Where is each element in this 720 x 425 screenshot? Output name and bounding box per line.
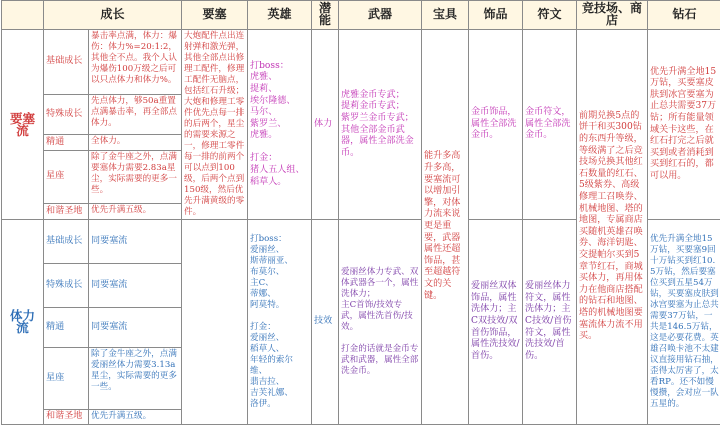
hero-text: 打boss： 爱丽丝、 斯蒂丽亚、 布莫尔、 主C、 蒂娜、 阿莫特。 打金： 爱丽丝、 稻草人、 年轻的索尔维、 翡吉拉、 吉芙礼娜、 洛伊。 [248,220,312,425]
flow-name-stamina: 体力流 [2,220,44,425]
ornament-bottom-text: 爱丽丝双体饰品，属性洗体力；主C双技效/双首伤饰品，属性洗技效/首伤。 [469,220,523,425]
growth-text: 先点体力，够50a重置点满暴击率，再全部点体力。 [89,94,182,134]
ornament-top-text: 金币饰品，属性全部洗金币。 [469,30,523,220]
fortress-empty [182,220,248,425]
header-rune: 符文 [523,1,577,30]
growth-sub-label: 星座 [44,151,89,203]
arena-shop-text: 前期兑换5点的饼干和买300钻的东西升等级，等级满了之后竞技场兑换其他红石数量的红石、5级紫券、高级修理工召唤券、机械地图、塔的地图，专属商店买随机英雄召唤券、海洋钥匙、交提帕尔买到5章节红石，商城买体力，再用体力在他商店搭配的钻石和地图、塔的机械地图要塞流体力流不用买。 [577,30,648,425]
growth-sub-label: 星座 [44,348,89,410]
growth-text: 暴击率点满，体力：爆伤：体力%=20:1:2，其他全不点。我个人认为爆伤100万级之后可以只点体力和体力%。 [89,30,182,95]
flow-name-fortress: 要塞流 [2,30,44,220]
header-treasure: 宝具 [422,1,469,30]
treasure-text: 能升多高升多高，要塞流可以增加引擎，对体力流来说更是重要，武器属性还超饰品，甚至超越符文的关键。 [422,30,469,425]
growth-text: 全体力。 [89,134,182,150]
growth-sub-label: 特殊成长 [44,94,89,134]
growth-sub-label: 精通 [44,308,89,348]
fortress-text: 大炮配件点出连射弹和激光弹，其他全部点出修理工配件，修理工配件无脑点，包括红石升级；大炮和修理工零件优先点每一排的后两个，星尘的需要来源之一，修理工零件每一排的前两个可以点到100级，后两个点到150级，然后优先升满黄级的零件。 [182,30,248,220]
strategy-table [1,0,720,425]
potential-text: 技效 [312,220,339,425]
growth-text: 同要塞流 [89,220,182,264]
weapon-text: 虎雅金币专武； 提莉金币专武； 紫罗兰金币专武； 其他全部金币武器，属性全部洗金币。 [339,30,422,220]
growth-sub-label: 基础成长 [44,220,89,264]
header-flow [2,1,44,30]
growth-text: 除了金牛座之外，点满要塞体力需要2.83a星尘，实际需要的更多一些。 [89,151,182,203]
rune-bottom-text: 爱丽丝体力符文，属性洗体力；主C技效/首伤符文，属性洗技效/首伤。 [523,220,577,425]
header-hero: 英雄 [248,1,312,30]
growth-sub-label: 和谐圣地 [44,410,89,425]
growth-text: 优先升满五级。 [89,203,182,219]
header-weapon: 武器 [339,1,422,30]
header-diamond: 钻石 [648,1,720,30]
growth-text: 优先升满五级。 [89,410,182,425]
rune-top-text: 金币符文，属性全部洗金币。 [523,30,577,220]
growth-sub-label: 精通 [44,134,89,150]
header-fortress: 要塞 [182,1,248,30]
header-growth: 成长 [44,1,182,30]
growth-text: 同要塞流 [89,264,182,308]
weapon-text: 爱丽丝体力专武、双体武器各一个，属性洗体力； 主C首饰/技效专武，属性洗首伤/技效。 打金的话就是金币专武和武器，属性全部洗金币。 [339,220,422,425]
growth-sub-label: 基础成长 [44,30,89,95]
header-arena-shop: 竞技场、商店 [577,1,648,30]
header-potential: 潜能 [312,1,339,30]
hero-text: 打boss： 虎雅、 提莉、 埃尔隆德、 马尔、 紫罗兰、 虎雅。 打金： 猪人五人组、 稻草人。 [248,30,312,220]
header-ornament: 饰品 [469,1,523,30]
growth-text: 除了金牛座之外，点满爱丽丝体力需要3.13a星尘，实际需要的更多一些。 [89,348,182,410]
diamond-bottom-text: 优先升满全地15万钻，买要塞9回十万钻买到红10.5万钻，然后要塞位买到五星54万钻，买要塞皮肤到冰宫要塞为止总共需要37万钻，一共是146.5万钻，这是必要花费。英雄召唤卡池不太建议直接用钻石抽，歪得太厉害了，太看RP。还不如慢慢攒，会对应一队五星的。 [648,220,720,425]
diamond-top-text: 优先升满全地15万钻，买要塞皮肤到冰宫要塞为止总共需要37万钻；所有能量领域关卡这些，在红石打完之后就买到或者消耗到买到红石的，都可以用。 [648,30,720,220]
growth-sub-label: 和谐圣地 [44,203,89,219]
potential-text: 体力 [312,30,339,220]
growth-sub-label: 特殊成长 [44,264,89,308]
growth-text: 同要塞流 [89,308,182,348]
